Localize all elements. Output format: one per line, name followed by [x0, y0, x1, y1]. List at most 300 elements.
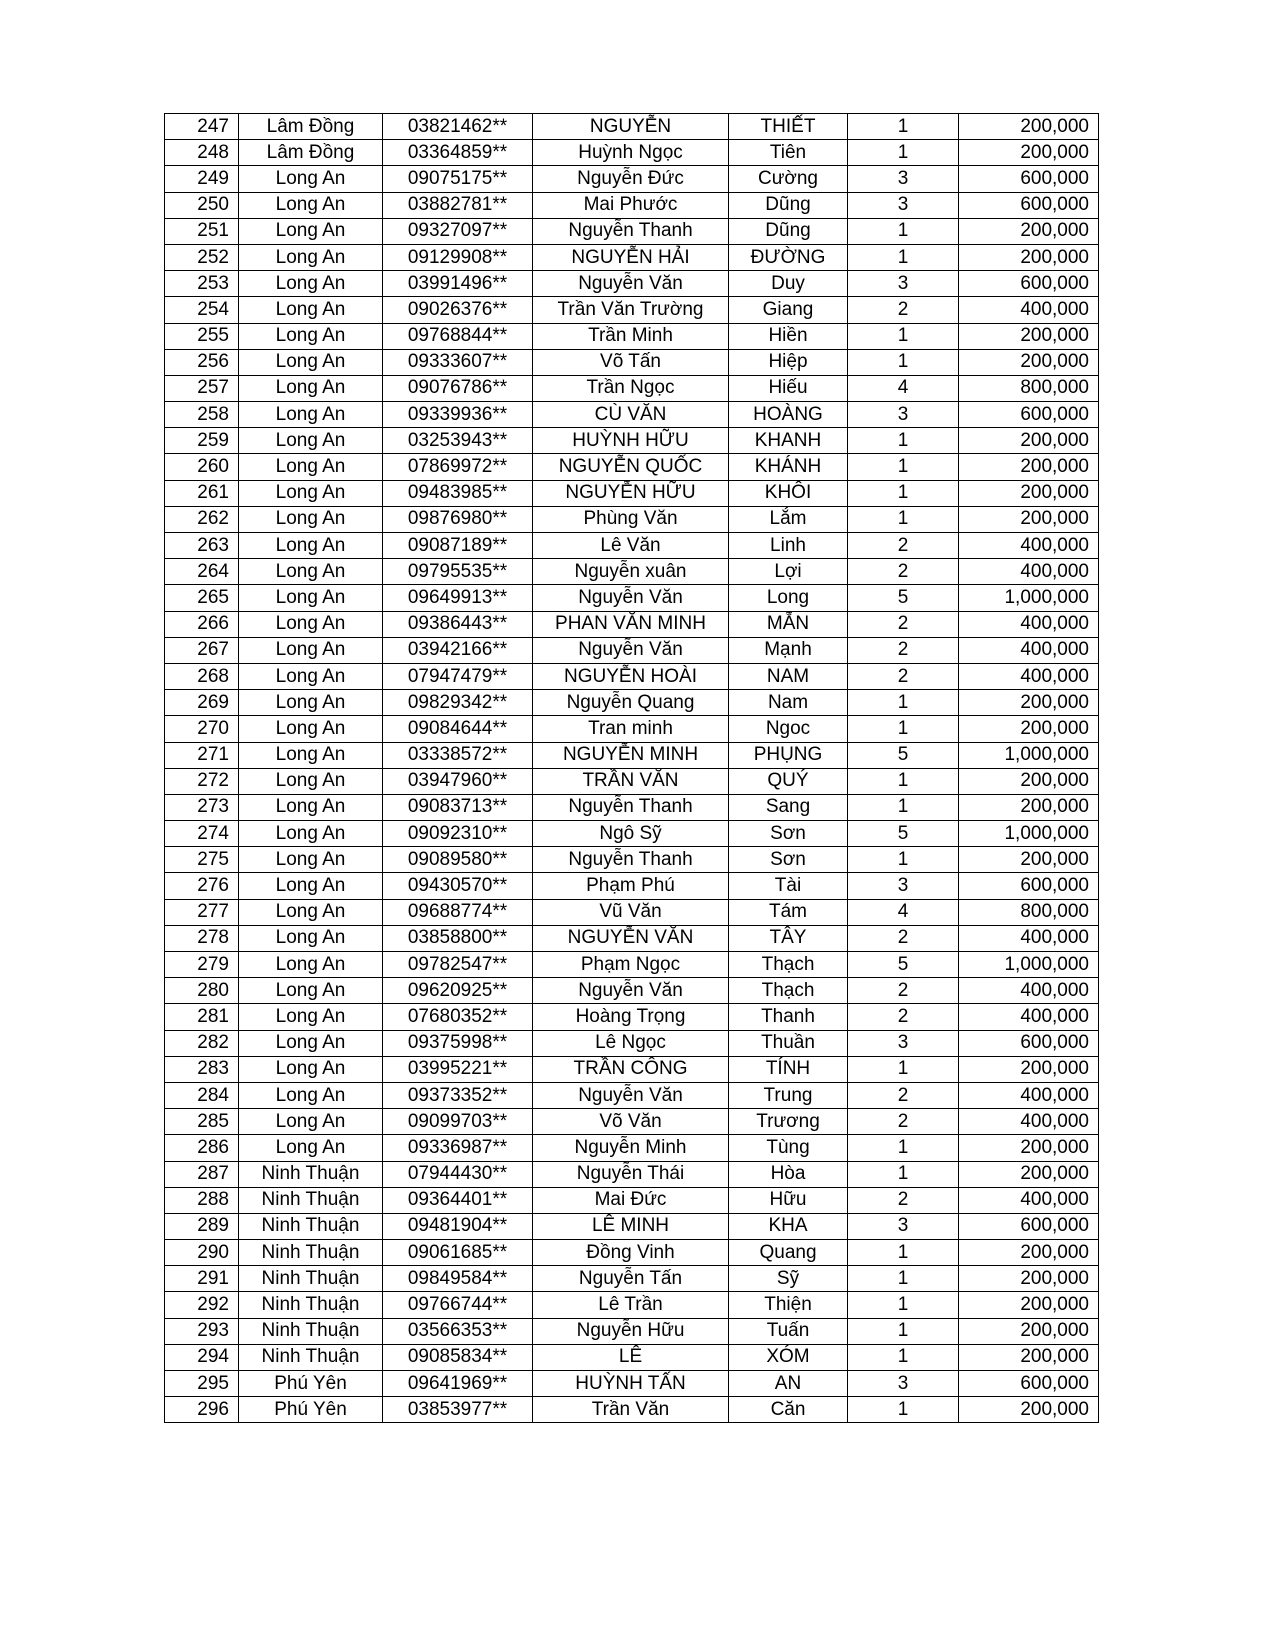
- row-number: 263: [165, 533, 239, 559]
- row-number: 290: [165, 1240, 239, 1266]
- surname-cell: NGUYỄN: [533, 114, 729, 140]
- quantity-cell: 3: [848, 271, 959, 297]
- given-name-cell: Linh: [729, 533, 848, 559]
- surname-cell: Nguyễn Thanh: [533, 794, 729, 820]
- table-row: [165, 847, 1099, 873]
- phone-cell: 09829342**: [383, 690, 533, 716]
- given-name-cell: Hữu: [729, 1187, 848, 1213]
- table-row: [165, 585, 1099, 611]
- amount-cell: 200,000: [959, 768, 1099, 794]
- amount-cell: 600,000: [959, 1371, 1099, 1397]
- row-number: 248: [165, 140, 239, 166]
- phone-cell: 03338572**: [383, 742, 533, 768]
- province-cell: Long An: [239, 271, 383, 297]
- quantity-cell: 3: [848, 873, 959, 899]
- amount-cell: 200,000: [959, 244, 1099, 270]
- surname-cell: Tran minh: [533, 716, 729, 742]
- amount-cell: 1,000,000: [959, 585, 1099, 611]
- table-row: [165, 166, 1099, 192]
- table-row: [165, 1135, 1099, 1161]
- table-row: [165, 1109, 1099, 1135]
- province-cell: Long An: [239, 847, 383, 873]
- row-number: 283: [165, 1056, 239, 1082]
- amount-cell: 400,000: [959, 925, 1099, 951]
- province-cell: Long An: [239, 873, 383, 899]
- province-cell: Long An: [239, 454, 383, 480]
- amount-cell: 200,000: [959, 140, 1099, 166]
- surname-cell: Phạm Ngọc: [533, 952, 729, 978]
- province-cell: Long An: [239, 506, 383, 532]
- table-row: [165, 978, 1099, 1004]
- row-number: 285: [165, 1109, 239, 1135]
- quantity-cell: 2: [848, 925, 959, 951]
- phone-cell: 09075175**: [383, 166, 533, 192]
- row-number: 261: [165, 480, 239, 506]
- quantity-cell: 2: [848, 1109, 959, 1135]
- row-number: 274: [165, 821, 239, 847]
- row-number: 294: [165, 1344, 239, 1370]
- quantity-cell: 1: [848, 794, 959, 820]
- phone-cell: 09483985**: [383, 480, 533, 506]
- amount-cell: 200,000: [959, 114, 1099, 140]
- row-number: 271: [165, 742, 239, 768]
- row-number: 296: [165, 1397, 239, 1423]
- amount-cell: 800,000: [959, 899, 1099, 925]
- table-row: [165, 925, 1099, 951]
- surname-cell: Nguyễn Minh: [533, 1135, 729, 1161]
- amount-cell: 200,000: [959, 218, 1099, 244]
- quantity-cell: 2: [848, 533, 959, 559]
- province-cell: Long An: [239, 1056, 383, 1082]
- surname-cell: LÊ: [533, 1344, 729, 1370]
- surname-cell: Phùng Văn: [533, 506, 729, 532]
- province-cell: Long An: [239, 1030, 383, 1056]
- quantity-cell: 3: [848, 1030, 959, 1056]
- surname-cell: Lê Ngọc: [533, 1030, 729, 1056]
- province-cell: Long An: [239, 637, 383, 663]
- table-row: [165, 1240, 1099, 1266]
- row-number: 272: [165, 768, 239, 794]
- row-number: 287: [165, 1161, 239, 1187]
- quantity-cell: 1: [848, 1344, 959, 1370]
- quantity-cell: 2: [848, 559, 959, 585]
- surname-cell: NGUYỄN VĂN: [533, 925, 729, 951]
- row-number: 282: [165, 1030, 239, 1056]
- province-cell: Long An: [239, 1082, 383, 1108]
- phone-cell: 09336987**: [383, 1135, 533, 1161]
- table-row: [165, 1161, 1099, 1187]
- amount-cell: 200,000: [959, 1292, 1099, 1318]
- surname-cell: Nguyễn Quang: [533, 690, 729, 716]
- amount-cell: 200,000: [959, 323, 1099, 349]
- phone-cell: 07869972**: [383, 454, 533, 480]
- amount-cell: 200,000: [959, 690, 1099, 716]
- table-row: [165, 480, 1099, 506]
- surname-cell: TRẦN VĂN: [533, 768, 729, 794]
- row-number: 277: [165, 899, 239, 925]
- given-name-cell: Hiền: [729, 323, 848, 349]
- surname-cell: NGUYỄN MINH: [533, 742, 729, 768]
- phone-cell: 09339936**: [383, 402, 533, 428]
- given-name-cell: Ngoc: [729, 716, 848, 742]
- quantity-cell: 1: [848, 349, 959, 375]
- table-row: [165, 716, 1099, 742]
- province-cell: Long An: [239, 402, 383, 428]
- amount-cell: 400,000: [959, 297, 1099, 323]
- amount-cell: 600,000: [959, 873, 1099, 899]
- amount-cell: 1,000,000: [959, 952, 1099, 978]
- row-number: 281: [165, 1004, 239, 1030]
- province-cell: Phú Yên: [239, 1371, 383, 1397]
- given-name-cell: Thuần: [729, 1030, 848, 1056]
- surname-cell: Trần Văn: [533, 1397, 729, 1423]
- quantity-cell: 5: [848, 952, 959, 978]
- phone-cell: 03942166**: [383, 637, 533, 663]
- quantity-cell: 1: [848, 1135, 959, 1161]
- surname-cell: PHAN VĂN MINH: [533, 611, 729, 637]
- surname-cell: Võ Văn: [533, 1109, 729, 1135]
- given-name-cell: ĐƯỜNG: [729, 244, 848, 270]
- phone-cell: 09782547**: [383, 952, 533, 978]
- table-row: [165, 794, 1099, 820]
- province-cell: Long An: [239, 375, 383, 401]
- given-name-cell: Cường: [729, 166, 848, 192]
- phone-cell: 03253943**: [383, 428, 533, 454]
- surname-cell: Nguyễn Văn: [533, 978, 729, 1004]
- quantity-cell: 2: [848, 1082, 959, 1108]
- amount-cell: 200,000: [959, 1397, 1099, 1423]
- quantity-cell: 2: [848, 663, 959, 689]
- surname-cell: LÊ MINH: [533, 1213, 729, 1239]
- table-row: [165, 1292, 1099, 1318]
- province-cell: Long An: [239, 794, 383, 820]
- row-number: 273: [165, 794, 239, 820]
- quantity-cell: 3: [848, 166, 959, 192]
- amount-cell: 400,000: [959, 1187, 1099, 1213]
- province-cell: Ninh Thuận: [239, 1266, 383, 1292]
- phone-cell: 03853977**: [383, 1397, 533, 1423]
- given-name-cell: Sang: [729, 794, 848, 820]
- quantity-cell: 1: [848, 1318, 959, 1344]
- province-cell: Long An: [239, 742, 383, 768]
- quantity-cell: 1: [848, 454, 959, 480]
- row-number: 270: [165, 716, 239, 742]
- province-cell: Long An: [239, 716, 383, 742]
- surname-cell: TRẦN CÔNG: [533, 1056, 729, 1082]
- given-name-cell: Sơn: [729, 821, 848, 847]
- province-cell: Long An: [239, 559, 383, 585]
- surname-cell: Nguyễn Văn: [533, 585, 729, 611]
- given-name-cell: QUÝ: [729, 768, 848, 794]
- province-cell: Ninh Thuận: [239, 1318, 383, 1344]
- table-row: [165, 1397, 1099, 1423]
- amount-cell: 200,000: [959, 794, 1099, 820]
- table-row: [165, 533, 1099, 559]
- surname-cell: Mai Đức: [533, 1187, 729, 1213]
- row-number: 257: [165, 375, 239, 401]
- amount-cell: 1,000,000: [959, 742, 1099, 768]
- table-row: [165, 1344, 1099, 1370]
- phone-cell: 03566353**: [383, 1318, 533, 1344]
- phone-cell: 03947960**: [383, 768, 533, 794]
- table-row: [165, 1056, 1099, 1082]
- surname-cell: Nguyễn Văn: [533, 1082, 729, 1108]
- quantity-cell: 1: [848, 218, 959, 244]
- quantity-cell: 2: [848, 1004, 959, 1030]
- province-cell: Long An: [239, 428, 383, 454]
- phone-cell: 09620925**: [383, 978, 533, 1004]
- surname-cell: NGUYỄN HẢI: [533, 244, 729, 270]
- table-row: [165, 323, 1099, 349]
- amount-cell: 400,000: [959, 978, 1099, 1004]
- given-name-cell: Trương: [729, 1109, 848, 1135]
- row-number: 249: [165, 166, 239, 192]
- phone-cell: 07947479**: [383, 663, 533, 689]
- amount-cell: 600,000: [959, 166, 1099, 192]
- table-row: [165, 375, 1099, 401]
- given-name-cell: Căn: [729, 1397, 848, 1423]
- amount-cell: 600,000: [959, 192, 1099, 218]
- table-row: [165, 506, 1099, 532]
- amount-cell: 200,000: [959, 716, 1099, 742]
- province-cell: Long An: [239, 218, 383, 244]
- phone-cell: 09333607**: [383, 349, 533, 375]
- phone-cell: 09876980**: [383, 506, 533, 532]
- phone-cell: 09688774**: [383, 899, 533, 925]
- amount-cell: 200,000: [959, 480, 1099, 506]
- given-name-cell: KHÁNH: [729, 454, 848, 480]
- table-row: [165, 559, 1099, 585]
- table-row: [165, 1213, 1099, 1239]
- given-name-cell: Tiên: [729, 140, 848, 166]
- surname-cell: HUỲNH HỮU: [533, 428, 729, 454]
- province-cell: Long An: [239, 978, 383, 1004]
- table-row: [165, 899, 1099, 925]
- quantity-cell: 5: [848, 585, 959, 611]
- amount-cell: 200,000: [959, 1056, 1099, 1082]
- surname-cell: HUỲNH TẤN: [533, 1371, 729, 1397]
- amount-cell: 600,000: [959, 1030, 1099, 1056]
- given-name-cell: HOÀNG: [729, 402, 848, 428]
- row-number: 288: [165, 1187, 239, 1213]
- table-row: [165, 1187, 1099, 1213]
- row-number: 250: [165, 192, 239, 218]
- row-number: 247: [165, 114, 239, 140]
- table-row: [165, 1318, 1099, 1344]
- amount-cell: 400,000: [959, 611, 1099, 637]
- quantity-cell: 1: [848, 1240, 959, 1266]
- given-name-cell: Duy: [729, 271, 848, 297]
- given-name-cell: Long: [729, 585, 848, 611]
- given-name-cell: Dũng: [729, 192, 848, 218]
- given-name-cell: Thanh: [729, 1004, 848, 1030]
- phone-cell: 07680352**: [383, 1004, 533, 1030]
- given-name-cell: Hiệp: [729, 349, 848, 375]
- quantity-cell: 5: [848, 742, 959, 768]
- phone-cell: 03995221**: [383, 1056, 533, 1082]
- province-cell: Long An: [239, 925, 383, 951]
- recipient-table: [164, 113, 1099, 1423]
- table-row: [165, 1371, 1099, 1397]
- given-name-cell: Sỹ: [729, 1266, 848, 1292]
- quantity-cell: 1: [848, 428, 959, 454]
- row-number: 251: [165, 218, 239, 244]
- row-number: 292: [165, 1292, 239, 1318]
- given-name-cell: Mạnh: [729, 637, 848, 663]
- given-name-cell: Hiếu: [729, 375, 848, 401]
- amount-cell: 600,000: [959, 1213, 1099, 1239]
- quantity-cell: 1: [848, 1397, 959, 1423]
- province-cell: Ninh Thuận: [239, 1187, 383, 1213]
- given-name-cell: Thiện: [729, 1292, 848, 1318]
- row-number: 269: [165, 690, 239, 716]
- row-number: 275: [165, 847, 239, 873]
- row-number: 278: [165, 925, 239, 951]
- quantity-cell: 4: [848, 899, 959, 925]
- province-cell: Long An: [239, 349, 383, 375]
- surname-cell: Lê Văn: [533, 533, 729, 559]
- province-cell: Long An: [239, 166, 383, 192]
- amount-cell: 200,000: [959, 1266, 1099, 1292]
- row-number: 284: [165, 1082, 239, 1108]
- given-name-cell: Tám: [729, 899, 848, 925]
- quantity-cell: 1: [848, 1292, 959, 1318]
- amount-cell: 200,000: [959, 1318, 1099, 1344]
- table-row: [165, 114, 1099, 140]
- phone-cell: 09795535**: [383, 559, 533, 585]
- row-number: 265: [165, 585, 239, 611]
- quantity-cell: 2: [848, 637, 959, 663]
- surname-cell: Nguyễn Thái: [533, 1161, 729, 1187]
- amount-cell: 400,000: [959, 1082, 1099, 1108]
- given-name-cell: Thạch: [729, 978, 848, 1004]
- row-number: 295: [165, 1371, 239, 1397]
- surname-cell: Mai Phước: [533, 192, 729, 218]
- amount-cell: 400,000: [959, 663, 1099, 689]
- amount-cell: 200,000: [959, 1240, 1099, 1266]
- quantity-cell: 1: [848, 244, 959, 270]
- amount-cell: 200,000: [959, 847, 1099, 873]
- table-row: [165, 873, 1099, 899]
- surname-cell: NGUYỄN QUỐC: [533, 454, 729, 480]
- phone-cell: 03364859**: [383, 140, 533, 166]
- given-name-cell: Lợi: [729, 559, 848, 585]
- row-number: 252: [165, 244, 239, 270]
- given-name-cell: Sơn: [729, 847, 848, 873]
- table-row: [165, 349, 1099, 375]
- province-cell: Ninh Thuận: [239, 1344, 383, 1370]
- table-row: [165, 297, 1099, 323]
- quantity-cell: 1: [848, 690, 959, 716]
- province-cell: Lâm Đồng: [239, 140, 383, 166]
- province-cell: Phú Yên: [239, 1397, 383, 1423]
- row-number: 260: [165, 454, 239, 480]
- quantity-cell: 1: [848, 1161, 959, 1187]
- table-row: [165, 952, 1099, 978]
- given-name-cell: XÓM: [729, 1344, 848, 1370]
- surname-cell: Ngô Sỹ: [533, 821, 729, 847]
- row-number: 291: [165, 1266, 239, 1292]
- province-cell: Long An: [239, 585, 383, 611]
- quantity-cell: 2: [848, 297, 959, 323]
- table-row: [165, 663, 1099, 689]
- quantity-cell: 1: [848, 506, 959, 532]
- quantity-cell: 3: [848, 402, 959, 428]
- given-name-cell: Tùng: [729, 1135, 848, 1161]
- quantity-cell: 1: [848, 716, 959, 742]
- surname-cell: Nguyễn Văn: [533, 271, 729, 297]
- surname-cell: Đồng Vinh: [533, 1240, 729, 1266]
- amount-cell: 600,000: [959, 402, 1099, 428]
- province-cell: Long An: [239, 533, 383, 559]
- surname-cell: Huỳnh Ngọc: [533, 140, 729, 166]
- surname-cell: Lê Trần: [533, 1292, 729, 1318]
- province-cell: Ninh Thuận: [239, 1240, 383, 1266]
- amount-cell: 200,000: [959, 1161, 1099, 1187]
- surname-cell: Hoàng Trọng: [533, 1004, 729, 1030]
- row-number: 276: [165, 873, 239, 899]
- table-body: [165, 114, 1099, 1423]
- surname-cell: Trần Văn Trường: [533, 297, 729, 323]
- amount-cell: 400,000: [959, 1109, 1099, 1135]
- table-row: [165, 1030, 1099, 1056]
- given-name-cell: Tuấn: [729, 1318, 848, 1344]
- phone-cell: 09649913**: [383, 585, 533, 611]
- given-name-cell: MẪN: [729, 611, 848, 637]
- phone-cell: 09083713**: [383, 794, 533, 820]
- given-name-cell: Lắm: [729, 506, 848, 532]
- amount-cell: 200,000: [959, 1344, 1099, 1370]
- table-row: [165, 768, 1099, 794]
- row-number: 254: [165, 297, 239, 323]
- phone-cell: 09386443**: [383, 611, 533, 637]
- surname-cell: Trần Ngọc: [533, 375, 729, 401]
- table-row: [165, 1082, 1099, 1108]
- amount-cell: 400,000: [959, 1004, 1099, 1030]
- row-number: 266: [165, 611, 239, 637]
- table-row: [165, 454, 1099, 480]
- quantity-cell: 3: [848, 192, 959, 218]
- row-number: 279: [165, 952, 239, 978]
- amount-cell: 200,000: [959, 428, 1099, 454]
- phone-cell: 09768844**: [383, 323, 533, 349]
- amount-cell: 400,000: [959, 637, 1099, 663]
- phone-cell: 09373352**: [383, 1082, 533, 1108]
- row-number: 289: [165, 1213, 239, 1239]
- province-cell: Long An: [239, 1109, 383, 1135]
- surname-cell: Nguyễn Thanh: [533, 847, 729, 873]
- row-number: 268: [165, 663, 239, 689]
- given-name-cell: KHÔI: [729, 480, 848, 506]
- quantity-cell: 1: [848, 847, 959, 873]
- phone-cell: 09364401**: [383, 1187, 533, 1213]
- given-name-cell: KHANH: [729, 428, 848, 454]
- province-cell: Long An: [239, 323, 383, 349]
- surname-cell: NGUYỄN HOÀI: [533, 663, 729, 689]
- province-cell: Long An: [239, 1004, 383, 1030]
- phone-cell: 09092310**: [383, 821, 533, 847]
- row-number: 267: [165, 637, 239, 663]
- amount-cell: 600,000: [959, 271, 1099, 297]
- surname-cell: Nguyễn Đức: [533, 166, 729, 192]
- phone-cell: 03821462**: [383, 114, 533, 140]
- province-cell: Lâm Đồng: [239, 114, 383, 140]
- phone-cell: 09089580**: [383, 847, 533, 873]
- table-row: [165, 428, 1099, 454]
- quantity-cell: 1: [848, 480, 959, 506]
- row-number: 280: [165, 978, 239, 1004]
- quantity-cell: 2: [848, 611, 959, 637]
